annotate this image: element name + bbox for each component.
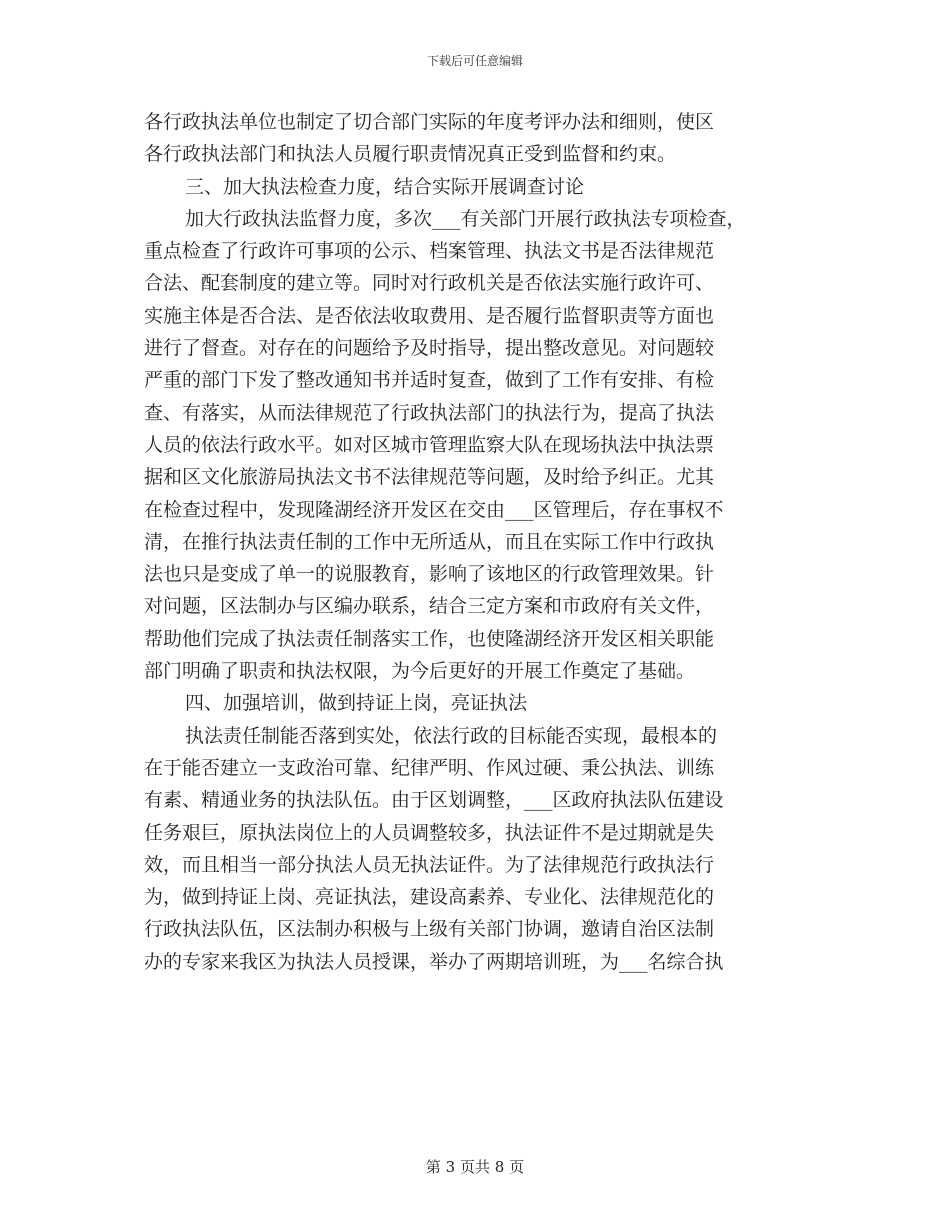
text-line: 据和区文化旅游局执法文书不法律规范等问题，及时给予纠正。尤其 <box>144 466 715 489</box>
text-line: 三、加大执法检查力度，结合实际开展调查讨论 <box>185 175 585 198</box>
page-footer: 第 3 页共 8 页 <box>425 1158 525 1176</box>
text-line: 办的专家来我区为执法人员授课，举办了两期培训班，为___名综合执 <box>144 950 724 973</box>
text-line: 在于能否建立一支政治可靠、纪律严明、作风过硬、秉公执法、训练 <box>144 756 715 779</box>
text-line: 各行政执法单位也制定了切合部门实际的年度考评办法和细则，使区 <box>144 111 715 133</box>
text-line: 有素、精通业务的执法队伍。由于区划调整，___区政府执法队伍建设 <box>144 789 724 812</box>
text-line: 法也只是变成了单一的说服教育，影响了该地区的行政管理效果。针 <box>144 563 715 586</box>
text-line: 四、加强培训，做到持证上岗，亮证执法 <box>185 692 528 715</box>
text-line: 效，而且相当一部分执法人员无执法证件。为了法律规范行政执法行 <box>144 853 715 876</box>
text-line: 行政执法队伍，区法制办积极与上级有关部门协调，邀请自治区法制 <box>144 918 715 941</box>
text-line: 各行政执法部门和执法人员履行职责情况真正受到监督和约束。 <box>144 143 677 166</box>
text-line: 任务艰巨，原执法岗位上的人员调整较多，执法证件不是过期就是失 <box>144 821 715 844</box>
page-header: 下载后可任意编辑 <box>426 54 523 68</box>
text-line: 重点检查了行政许可事项的公示、档案管理、执法文书是否法律规范 <box>144 240 715 263</box>
document-body <box>144 106 816 978</box>
text-line: 合法、配套制度的建立等。同时对行政机关是否依法实施行政许可、 <box>144 272 715 295</box>
text-line: 为，做到持证上岗、亮证执法，建设高素养、专业化、法律规范化的 <box>144 886 715 909</box>
text-line: 在检查过程中，发现隆湖经济开发区在交由___区管理后，存在事权不 <box>144 498 724 521</box>
text-line: 加大行政执法监督力度，多次___有关部门开展行政执法专项检查， <box>185 207 746 230</box>
text-line: 对问题，区法制办与区编办联系，结合三定方案和市政府有关文件， <box>144 595 715 618</box>
text-line: 执法责任制能否落到实处，依法行政的目标能否实现，最根本的 <box>185 724 718 747</box>
text-line: 查、有落实，从而法律规范了行政执法部门的执法行为，提高了执法 <box>144 401 715 424</box>
text-line: 严重的部门下发了整改通知书并适时复查，做到了工作有安排、有检 <box>144 369 715 392</box>
text-line: 实施主体是否合法、是否依法收取费用、是否履行监督职责等方面也 <box>144 304 715 327</box>
text-line: 进行了督查。对存在的问题给予及时指导，提出整改意见。对问题较 <box>144 337 715 360</box>
text-line: 部门明确了职责和执法权限，为今后更好的开展工作奠定了基础。 <box>144 660 696 683</box>
text-line: 人员的依法行政水平。如对区城市管理监察大队在现场执法中执法票 <box>144 433 715 456</box>
text-line: 清，在推行执法责任制的工作中无所适从，而且在实际工作中行政执 <box>144 530 715 553</box>
text-line: 帮助他们完成了执法责任制落实工作，也使隆湖经济开发区相关职能 <box>144 627 715 650</box>
